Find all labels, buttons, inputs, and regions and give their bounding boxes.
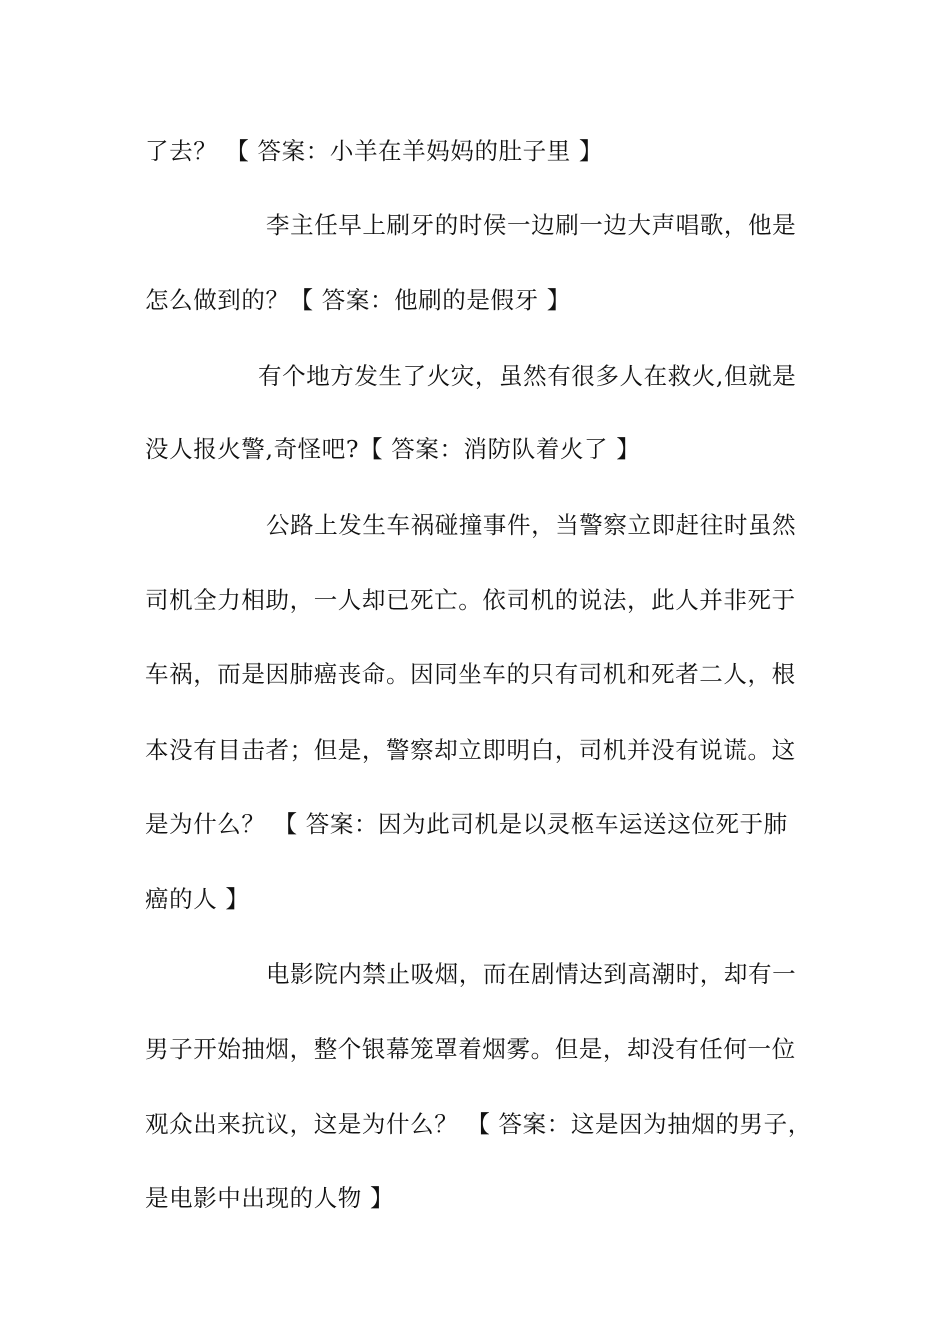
text-line: 是为什么？ 【 答案：因为此司机是以灵柩车运送这位死于肺: [145, 810, 788, 838]
text-line: 车祸，而是因肺癌丧命。因同坐车的只有司机和死者二人，根: [145, 660, 796, 688]
text-line: 李主任早上刷牙的时侯一边刷一边大声唱歌，他是: [266, 211, 797, 239]
text-line: 有个地方发生了火灾，虽然有很多人在救火,但就是: [258, 362, 797, 390]
text-line: 是电影中出现的人物 】: [145, 1184, 395, 1212]
text-line: 怎么做到的？【 答案：他刷的是假牙 】: [145, 286, 571, 314]
text-line: 没人报火警,奇怪吧?【 答案：消防队着火了 】: [145, 435, 641, 463]
text-line: 男子开始抽烟，整个银幕笼罩着烟雾。但是，却没有任何一位: [145, 1035, 796, 1063]
text-line: 癌的人 】: [145, 885, 250, 913]
text-line: 电影院内禁止吸烟，而在剧情达到高潮时，却有一: [266, 960, 797, 988]
text-line: 司机全力相助，一人却已死亡。依司机的说法，此人并非死于: [145, 586, 796, 614]
text-line: 了去？ 【 答案：小羊在羊妈妈的肚子里 】: [145, 137, 604, 165]
text-line: 本没有目击者；但是，警察却立即明白，司机并没有说谎。这: [145, 736, 796, 764]
text-line: 观众出来抗议，这是为什么？ 【 答案：这是因为抽烟的男子，: [145, 1110, 812, 1138]
text-line: 公路上发生车祸碰撞事件，当警察立即赶往时虽然: [266, 511, 797, 539]
